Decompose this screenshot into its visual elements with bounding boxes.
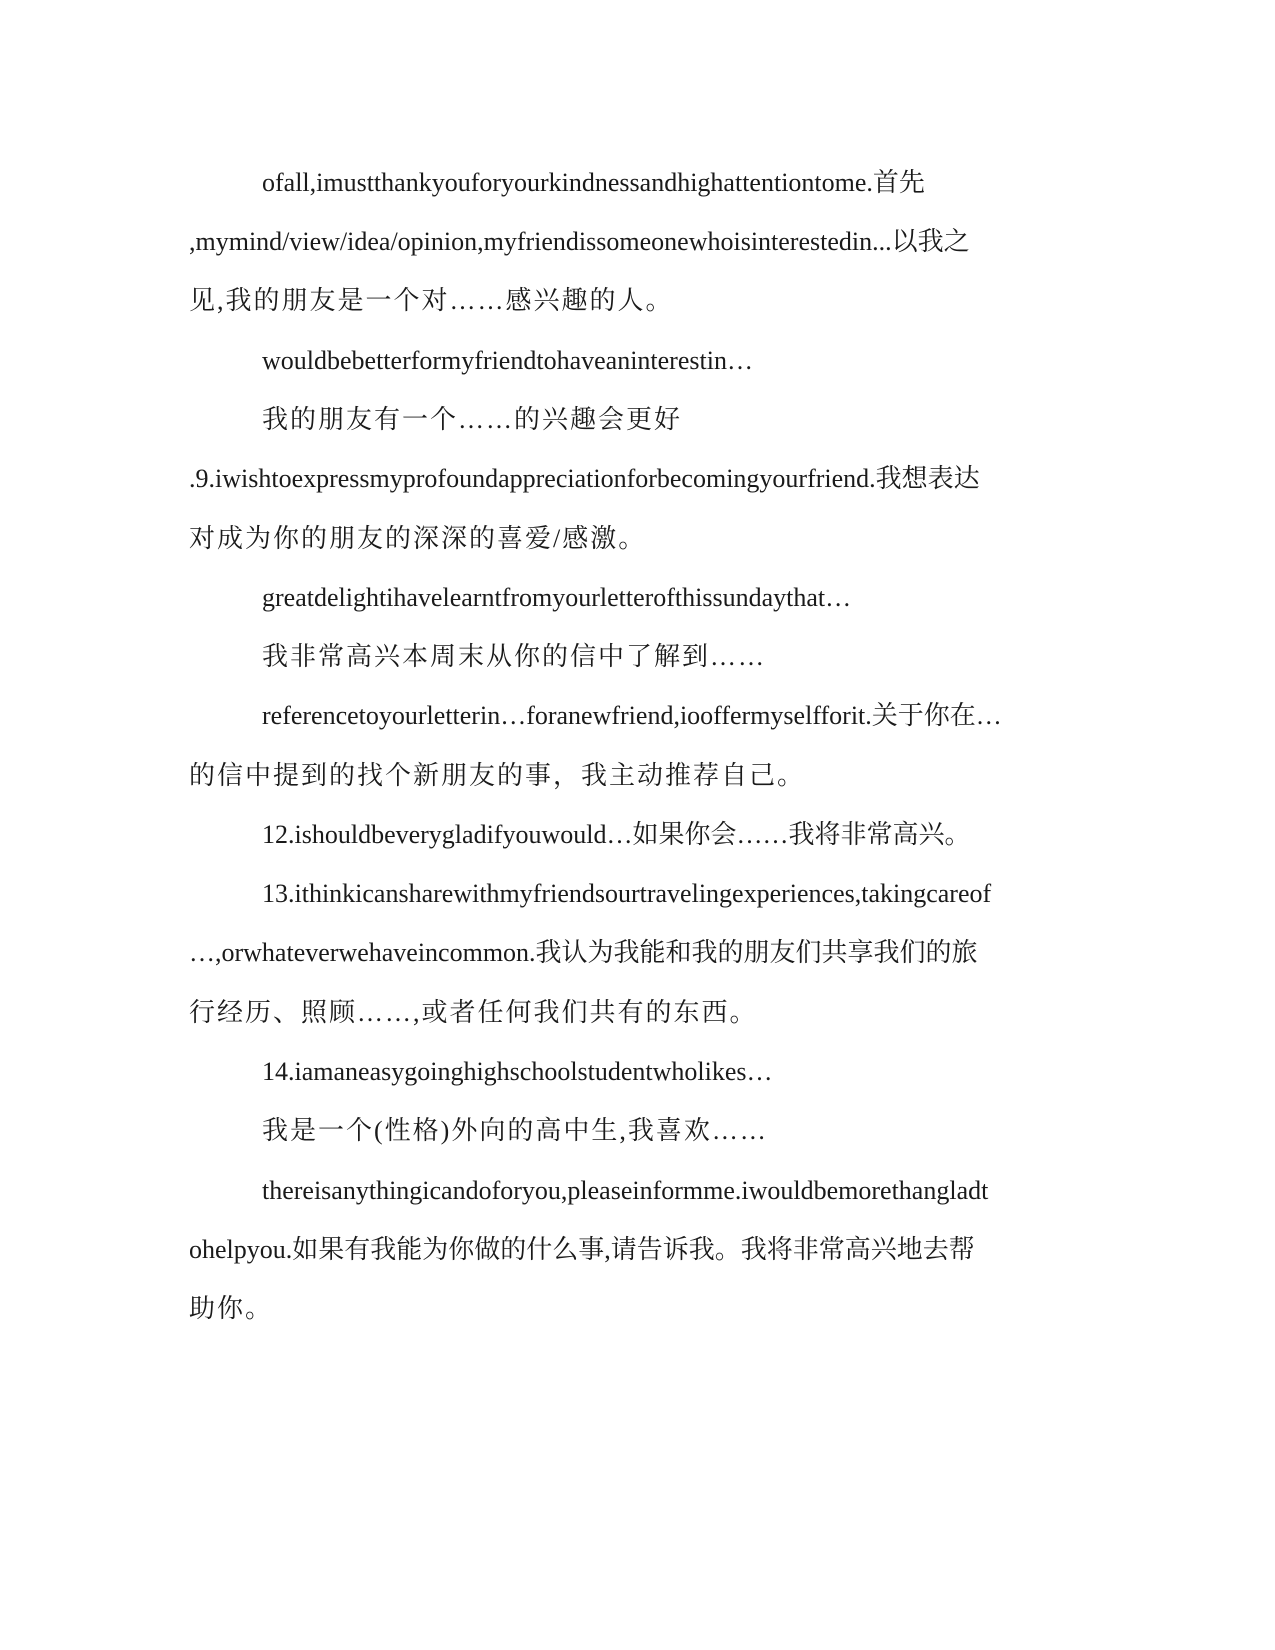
text-line: 我非常高兴本周末从你的信中了解到…… (262, 642, 767, 671)
text-line: 见,我的朋友是一个对……感兴趣的人。 (189, 286, 674, 315)
text-line: wouldbebetterformyfriendtohaveaninterestin… (262, 346, 753, 375)
text-line: .9.iwishtoexpressmyprofoundappreciationforbecomingyourfriend.我想表达 (189, 464, 980, 493)
text-line: 我是一个(性格)外向的高中生,我喜欢…… (262, 1116, 768, 1145)
text-line: 行经历、照顾……,或者任何我们共有的东西。 (189, 998, 758, 1027)
text-line: greatdelightihavelearntfromyourletterofthissundaythat… (262, 583, 852, 612)
text-line: ohelpyou.如果有我能为你做的什么事,请告诉我。我将非常高兴地去帮 (189, 1235, 975, 1264)
text-line: referencetoyourletterin…foranewfriend,iooffermyselfforit.关于你在… (262, 701, 1002, 730)
text-line: 对成为你的朋友的深深的喜爱/感激。 (189, 524, 647, 553)
text-line: 我的朋友有一个……的兴趣会更好 (262, 405, 683, 434)
text-line: 12.ishouldbeverygladifyouwould…如果你会……我将非常高兴。 (262, 820, 971, 849)
text-line: 13.ithinkicansharewithmyfriendsourtravelingexperiences,takingcareof (262, 879, 992, 908)
text-line: …,orwhateverwehaveincommon.我认为我能和我的朋友们共享我们的旅 (189, 938, 978, 967)
text-line: 助你。 (189, 1294, 274, 1323)
text-line: thereisanythingicandoforyou,pleaseinformme.iwouldbemorethangladt (262, 1176, 989, 1205)
text-line: ofall,imustthankyouforyourkindnessandhighattentiontome.首先 (262, 168, 925, 197)
text-line: ,mymind/view/idea/opinion,myfriendissomeonewhoisinterestedin...以我之 (189, 227, 970, 256)
text-line: 14.iamaneasygoinghighschoolstudentwholikes… (262, 1057, 773, 1086)
text-line: 的信中提到的找个新朋友的事，我主动推荐自己。 (189, 761, 806, 790)
